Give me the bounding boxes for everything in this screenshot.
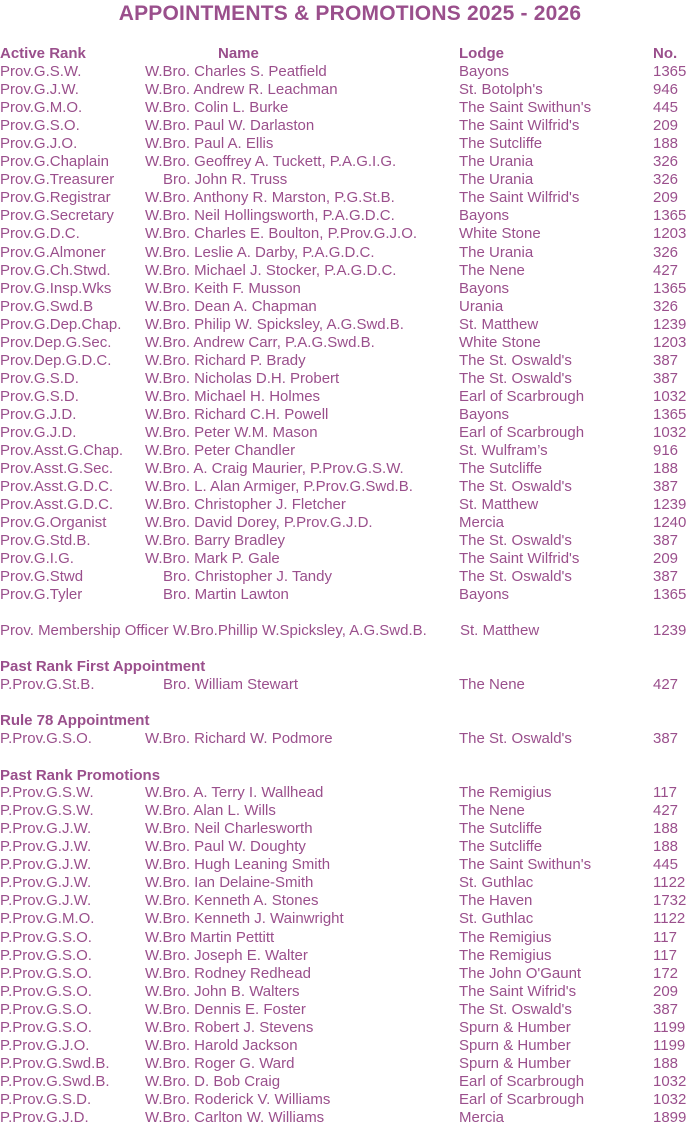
number-cell: 209: [653, 550, 679, 568]
rank-cell: Prov.G.Chaplain: [0, 153, 109, 171]
name-cell: W.Bro. Michael J. Stocker, P.A.G.D.C.: [145, 261, 397, 279]
name-cell: W.Bro. Andrew R. Leachman: [145, 81, 338, 99]
lodge-cell: Earl of Scarbrough: [459, 1091, 585, 1109]
lodge-cell: Spurn & Humber: [459, 1055, 571, 1073]
lodge-cell: The Haven: [459, 892, 533, 910]
number-cell: 209: [653, 117, 679, 135]
name-cell: W.Bro. Robert J. Stevens: [145, 1018, 314, 1036]
number-cell: 188: [653, 460, 679, 478]
page-title: APPOINTMENTS & PROMOTIONS 2025 - 2026: [118, 2, 582, 25]
number-cell: 188: [653, 1055, 679, 1073]
rank-cell: Prov.G.J.D.: [0, 424, 77, 441]
table-row: [0, 442, 700, 460]
table-row: [0, 135, 700, 153]
name-cell: W.Bro. Paul A. Ellis: [145, 135, 274, 153]
name-cell: W.Bro. Hugh Leaning Smith: [145, 856, 331, 874]
lodge-cell: The Nene: [459, 802, 525, 820]
rank-cell: P.Prov.G.J.D.: [0, 1109, 89, 1127]
table-row: [0, 352, 700, 370]
rank-cell: Prov.G.Swd.B: [0, 297, 94, 315]
table-row: [0, 730, 700, 748]
name-cell: W.Bro. Geoffrey A. Tuckett, P.A.G.I.G.: [145, 153, 397, 171]
rank-cell: P.Prov.G.S.O.: [0, 982, 92, 1000]
name-cell: Bro. Martin Lawton: [163, 586, 289, 604]
rank-cell: P.Prov.G.S.O.: [0, 946, 92, 964]
name-cell: W.Bro. Rodney Redhead: [145, 964, 311, 982]
membership-officer-text: Prov. Membership Officer W.Bro.Phillip W.Spicksley, A.G.Swd.B.: [0, 622, 427, 639]
lodge-cell: The St. Oswald's: [459, 730, 572, 747]
number-cell: 1032: [653, 1073, 687, 1091]
name-cell: W.Bro. Mark P. Gale: [145, 550, 280, 568]
lodge-cell: Bayons: [459, 63, 510, 80]
name-cell: W.Bro. Paul W. Doughty: [145, 838, 306, 856]
name-cell: W.Bro. Keith F. Musson: [145, 279, 301, 297]
table-row: [0, 280, 700, 298]
table-row: [0, 334, 700, 352]
lodge-cell: The St. Oswald's: [459, 568, 572, 586]
number-cell: 387: [653, 730, 679, 747]
lodge-cell: St. Botolph's: [459, 81, 543, 99]
rank-cell: Prov.G.Almoner: [0, 243, 106, 261]
table-row: [0, 1055, 700, 1073]
name-cell: W.Bro. John B. Walters: [145, 982, 300, 1000]
rank-cell: P.Prov.G.Swd.B.: [0, 1073, 110, 1091]
table-row: [0, 424, 700, 442]
lodge-cell: The St. Oswald's: [459, 532, 572, 550]
number-cell: 1899: [653, 1109, 687, 1127]
rank-cell: Prov.G.Organist: [0, 514, 107, 532]
rank-cell: Prov.G.D.C.: [0, 225, 80, 243]
rank-cell: Prov.G.Ch.Stwd.: [0, 261, 111, 279]
rank-cell: P.Prov.G.S.W.: [0, 784, 94, 801]
table-row: [0, 910, 700, 928]
rank-cell: P.Prov.G.S.O.: [0, 1018, 92, 1036]
table-row: [0, 406, 700, 424]
section-heading-first-appointment: Past Rank First Appointment: [0, 658, 206, 675]
name-cell: W.Bro. Joseph E. Walter: [145, 946, 308, 964]
rank-cell: P.Prov.G.J.W.: [0, 874, 92, 892]
table-row: [0, 784, 700, 802]
lodge-cell: The Saint Wilfrid's: [459, 117, 580, 135]
name-cell: W.Bro. Christopher J. Fletcher: [145, 496, 346, 514]
table-row: [0, 1001, 700, 1019]
number-cell: 326: [653, 297, 679, 315]
membership-officer-lodge: St. Matthew: [460, 622, 540, 639]
table-row: [0, 63, 700, 81]
lodge-cell: Bayons: [459, 586, 510, 604]
rank-cell: P.Prov.G.J.W.: [0, 820, 92, 838]
rank-cell: Prov.G.S.O.: [0, 117, 80, 135]
name-cell: W.Bro. Leslie A. Darby, P.A.G.D.C.: [145, 243, 375, 261]
rank-cell: P.Prov.G.S.O.: [0, 730, 92, 747]
name-cell: W.Bro. Anthony R. Marston, P.G.St.B.: [145, 189, 395, 207]
rank-cell: P.Prov.G.J.W.: [0, 856, 92, 874]
name-cell: W.Bro. David Dorey, P.Prov.G.J.D.: [145, 514, 373, 532]
number-cell: 1239: [653, 315, 687, 333]
rank-cell: P.Prov.G.S.O.: [0, 1000, 92, 1018]
number-cell: 188: [653, 135, 679, 153]
rank-cell: Prov.G.Registrar: [0, 189, 111, 207]
table-row: [0, 929, 700, 947]
lodge-cell: The Saint Swithun's: [459, 856, 592, 874]
name-cell: W.Bro. Charles S. Peatfield: [145, 63, 327, 80]
number-cell: 1032: [653, 1091, 687, 1109]
rank-cell: Prov.G.Tyler: [0, 586, 83, 604]
table-row: [0, 496, 700, 514]
lodge-cell: Bayons: [459, 207, 510, 225]
lodge-cell: The Remigius: [459, 928, 552, 946]
name-cell: W.Bro. Ian Delaine-Smith: [145, 874, 314, 892]
number-cell: 445: [653, 856, 679, 874]
name-cell: W.Bro. Richard W. Podmore: [145, 730, 333, 747]
number-cell: 172: [653, 964, 679, 982]
rank-cell: Prov.Asst.G.Chap.: [0, 442, 124, 460]
name-cell: W.Bro. Colin L. Burke: [145, 99, 289, 117]
number-cell: 117: [653, 784, 677, 801]
column-header-row: [0, 45, 700, 63]
rank-cell: Prov.Asst.G.Sec.: [0, 460, 114, 478]
table-row: [0, 244, 700, 262]
lodge-cell: The Urania: [459, 171, 534, 189]
table-row: [0, 388, 700, 406]
table-row: [0, 262, 700, 280]
name-cell: Bro. Christopher J. Tandy: [163, 568, 332, 586]
rank-cell: P.Prov.G.J.W.: [0, 892, 92, 910]
table-row: [0, 153, 700, 171]
name-cell: W.Bro. Richard C.H. Powell: [145, 405, 329, 423]
name-cell: W.Bro Martin Pettitt: [145, 928, 275, 946]
membership-officer-row: [0, 622, 700, 640]
rank-cell: P.Prov.G.S.O.: [0, 928, 92, 946]
number-cell: 1365: [653, 586, 687, 604]
number-cell: 1365: [653, 405, 687, 423]
lodge-cell: St. Matthew: [459, 496, 539, 514]
lodge-cell: The St. Oswald's: [459, 478, 572, 496]
table-row: [0, 298, 700, 316]
rank-cell: P.Prov.G.S.W.: [0, 802, 94, 820]
table-row: [0, 1091, 700, 1109]
table-row: [0, 460, 700, 478]
header-name: Name: [218, 45, 259, 62]
lodge-cell: The Nene: [459, 261, 525, 279]
number-cell: 1199: [653, 1018, 686, 1036]
number-cell: 1365: [653, 279, 687, 297]
rank-cell: Prov.G.Insp.Wks: [0, 279, 112, 297]
lodge-cell: Mercia: [459, 514, 505, 532]
name-cell: W.Bro. Barry Bradley: [145, 532, 286, 550]
rank-cell: Prov.G.S.D.: [0, 387, 79, 405]
lodge-cell: The Nene: [459, 676, 525, 693]
number-cell: 916: [653, 442, 679, 460]
name-cell: W.Bro. Kenneth J. Wainwright: [145, 910, 344, 928]
rank-cell: P.Prov.G.St.B.: [0, 676, 95, 693]
number-cell: 387: [653, 351, 679, 369]
name-cell: W.Bro. Michael H. Holmes: [145, 387, 321, 405]
lodge-cell: White Stone: [459, 333, 541, 351]
table-row: [0, 81, 700, 99]
number-cell: 427: [653, 802, 679, 820]
name-cell: Bro. William Stewart: [163, 676, 299, 693]
number-cell: 326: [653, 153, 679, 171]
rank-cell: P.Prov.G.J.W.: [0, 838, 92, 856]
lodge-cell: Urania: [459, 297, 504, 315]
lodge-cell: Mercia: [459, 1109, 505, 1127]
number-cell: 326: [653, 171, 679, 189]
lodge-cell: The Saint Wilfrid's: [459, 189, 580, 207]
lodge-cell: Bayons: [459, 279, 510, 297]
rank-cell: P.Prov.G.Swd.B.: [0, 1055, 110, 1073]
lodge-cell: The Sutcliffe: [459, 820, 543, 838]
rank-cell: Prov.Dep.G.D.C.: [0, 351, 112, 369]
rank-cell: Prov.Asst.G.D.C.: [0, 496, 114, 514]
name-cell: W.Bro. Richard P. Brady: [145, 351, 306, 369]
name-cell: W.Bro. Alan L. Wills: [145, 802, 276, 820]
number-cell: 117: [653, 946, 677, 964]
number-cell: 117: [653, 928, 677, 946]
table-row: [0, 586, 700, 604]
lodge-cell: The Remigius: [459, 946, 552, 964]
number-cell: 188: [653, 838, 679, 856]
name-cell: W.Bro. Dennis E. Foster: [145, 1000, 306, 1018]
lodge-cell: The St. Oswald's: [459, 1000, 572, 1018]
table-row: [0, 1109, 700, 1127]
number-cell: 1240: [653, 514, 687, 532]
number-cell: 1203: [653, 333, 687, 351]
table-row: [0, 874, 700, 892]
name-cell: W.Bro. Neil Hollingsworth, P.A.G.D.C.: [145, 207, 395, 225]
lodge-cell: Bayons: [459, 405, 510, 423]
lodge-cell: St. Guthlac: [459, 874, 534, 892]
lodge-cell: The Saint Swithun's: [459, 99, 592, 117]
number-cell: 387: [653, 568, 679, 586]
name-cell: W.Bro. L. Alan Armiger, P.Prov.G.Swd.B.: [145, 478, 413, 496]
number-cell: 1365: [653, 63, 687, 80]
section-heading-promotions: Past Rank Promotions: [0, 767, 161, 784]
name-cell: W.Bro. Philip W. Spicksley, A.G.Swd.B.: [145, 315, 404, 333]
rank-cell: Prov.G.J.W.: [0, 81, 79, 99]
table-row: [0, 676, 700, 694]
rank-cell: Prov.G.Treasurer: [0, 171, 115, 189]
number-cell: 946: [653, 81, 679, 99]
name-cell: W.Bro. Harold Jackson: [145, 1036, 298, 1054]
name-cell: Bro. John R. Truss: [163, 171, 288, 189]
lodge-cell: The St. Oswald's: [459, 369, 572, 387]
name-cell: W.Bro. A. Craig Maurier, P.Prov.G.S.W.: [145, 460, 404, 478]
name-cell: W.Bro. Charles E. Boulton, P.Prov.G.J.O.: [145, 225, 418, 243]
table-row: [0, 802, 700, 820]
lodge-cell: The Urania: [459, 243, 534, 261]
lodge-cell: The St. Oswald's: [459, 351, 572, 369]
lodge-cell: Earl of Scarbrough: [459, 387, 585, 405]
name-cell: W.Bro. Paul W. Darlaston: [145, 117, 315, 135]
number-cell: 1032: [653, 424, 687, 441]
header-no: No.: [653, 45, 678, 62]
rank-cell: Prov.G.Std.B.: [0, 532, 91, 550]
number-cell: 427: [653, 261, 679, 279]
name-cell: W.Bro. Peter Chandler: [145, 442, 296, 460]
number-cell: 427: [653, 676, 679, 693]
lodge-cell: The Saint Wilfrid's: [459, 550, 580, 568]
table-row: [0, 983, 700, 1001]
rank-cell: P.Prov.G.S.O.: [0, 964, 92, 982]
table-row: [0, 1037, 700, 1055]
rank-cell: Prov.G.Dep.Chap.: [0, 315, 122, 333]
table-row: [0, 189, 700, 207]
number-cell: 1199: [653, 1036, 686, 1054]
table-row: [0, 965, 700, 983]
table-row: [0, 820, 700, 838]
number-cell: 1122: [653, 874, 686, 892]
lodge-cell: Earl of Scarbrough: [459, 424, 585, 441]
name-cell: W.Bro. Kenneth A. Stones: [145, 892, 319, 910]
table-row: [0, 316, 700, 334]
table-row: [0, 171, 700, 189]
name-cell: W.Bro. Roderick V. Williams: [145, 1091, 331, 1109]
number-cell: 209: [653, 189, 679, 207]
name-cell: W.Bro. Peter W.M. Mason: [145, 424, 318, 441]
rank-cell: P.Prov.G.J.O.: [0, 1036, 90, 1054]
number-cell: 387: [653, 1000, 679, 1018]
lodge-cell: White Stone: [459, 225, 541, 243]
number-cell: 387: [653, 532, 679, 550]
rank-cell: Prov.G.M.O.: [0, 99, 83, 117]
section-heading-rule78: Rule 78 Appointment: [0, 712, 150, 729]
header-lodge: Lodge: [459, 45, 504, 62]
table-row: [0, 532, 700, 550]
name-cell: W.Bro. Nicholas D.H. Probert: [145, 369, 340, 387]
lodge-cell: The John O'Gaunt: [459, 964, 582, 982]
lodge-cell: St. Guthlac: [459, 910, 534, 928]
name-cell: W.Bro. Carlton W. Williams: [145, 1109, 325, 1127]
lodge-cell: Spurn & Humber: [459, 1036, 571, 1054]
table-row: [0, 117, 700, 135]
rank-cell: Prov.Asst.G.D.C.: [0, 478, 114, 496]
lodge-cell: The Sutcliffe: [459, 838, 543, 856]
rank-cell: Prov.Dep.G.Sec.: [0, 333, 112, 351]
table-row: [0, 478, 700, 496]
rank-cell: Prov.G.J.O.: [0, 135, 78, 153]
table-row: [0, 892, 700, 910]
number-cell: 1203: [653, 225, 687, 243]
lodge-cell: Spurn & Humber: [459, 1018, 571, 1036]
lodge-cell: St. Matthew: [459, 315, 539, 333]
rank-cell: Prov.G.J.D.: [0, 405, 77, 423]
table-row: [0, 838, 700, 856]
lodge-cell: The Saint Wifrid's: [459, 982, 577, 1000]
lodge-cell: The Urania: [459, 153, 534, 171]
number-cell: 326: [653, 243, 679, 261]
rank-cell: P.Prov.G.S.D.: [0, 1091, 92, 1109]
lodge-cell: St. Wulfram’s: [459, 442, 548, 460]
rank-cell: Prov.G.S.W.: [0, 63, 82, 80]
table-row: [0, 207, 700, 225]
table-row: [0, 225, 700, 243]
name-cell: W.Bro. Andrew Carr, P.A.G.Swd.B.: [145, 333, 375, 351]
name-cell: W.Bro. Neil Charlesworth: [145, 820, 313, 838]
membership-officer-no: 1239: [653, 622, 687, 639]
table-row: [0, 947, 700, 965]
table-row: [0, 550, 700, 568]
number-cell: 1365: [653, 207, 687, 225]
number-cell: 209: [653, 982, 679, 1000]
name-cell: W.Bro. A. Terry I. Wallhead: [145, 784, 324, 801]
number-cell: 1732: [653, 892, 687, 910]
table-row: [0, 514, 700, 532]
table-row: [0, 370, 700, 388]
number-cell: 188: [653, 820, 679, 838]
lodge-cell: The Sutcliffe: [459, 135, 543, 153]
table-row: [0, 568, 700, 586]
rank-cell: Prov.G.S.D.: [0, 369, 79, 387]
lodge-cell: The Remigius: [459, 784, 552, 801]
number-cell: 1032: [653, 387, 687, 405]
rank-cell: Prov.G.I.G.: [0, 550, 74, 568]
number-cell: 387: [653, 478, 679, 496]
rank-cell: P.Prov.G.M.O.: [0, 910, 95, 928]
table-row: [0, 1019, 700, 1037]
table-row: [0, 99, 700, 117]
lodge-cell: The Sutcliffe: [459, 460, 543, 478]
number-cell: 387: [653, 369, 679, 387]
number-cell: 445: [653, 99, 679, 117]
name-cell: W.Bro. Dean A. Chapman: [145, 297, 317, 315]
lodge-cell: Earl of Scarbrough: [459, 1073, 585, 1091]
name-cell: W.Bro. D. Bob Craig: [145, 1073, 281, 1091]
number-cell: 1239: [653, 496, 687, 514]
header-rank: Active Rank: [0, 45, 86, 62]
table-row: [0, 856, 700, 874]
name-cell: W.Bro. Roger G. Ward: [145, 1055, 295, 1073]
rank-cell: Prov.G.Secretary: [0, 207, 114, 225]
rank-cell: Prov.G.Stwd: [0, 568, 84, 586]
table-row: [0, 1073, 700, 1091]
number-cell: 1122: [653, 910, 686, 928]
